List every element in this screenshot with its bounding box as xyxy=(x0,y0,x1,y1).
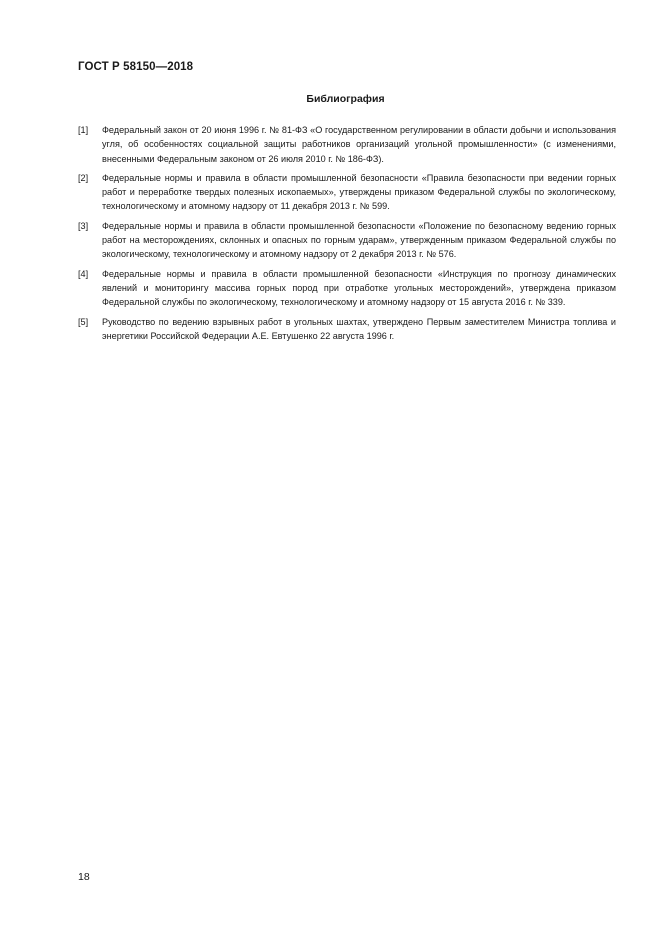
bibliography-item xyxy=(78,267,616,310)
document-code: ГОСТ Р 58150—2018 xyxy=(78,61,194,73)
bibliography-item-text: Руководство по ведению взрывных работ в угольных шахтах, утверждено Первым заместителем Министра топлива и энергетики Российской Федерации А.Е. Евтушенко 22 августа 1996 г. xyxy=(102,316,616,341)
bibliography-item xyxy=(78,171,616,214)
bibliography-item-number: [2] xyxy=(78,172,89,183)
bibliography-item-text: Федеральные нормы и правила в области промышленной безопасности «Правила безопасности при ведении горных работ и переработке твердых полезных ископаемых», утверждены приказом Федеральной службы по экологическому, технологическому и атомному надзору от 11 декабря 2013 г. № 599. xyxy=(102,172,616,212)
bibliography-item xyxy=(78,123,616,166)
bibliography-item-number: [3] xyxy=(78,220,89,231)
bibliography-item-number: [5] xyxy=(78,316,89,327)
bibliography-item-number: [4] xyxy=(78,268,89,279)
bibliography-item-number: [1] xyxy=(78,125,89,135)
bibliography-item xyxy=(78,219,616,262)
bibliography-item xyxy=(78,315,616,344)
bibliography-title: Библиография xyxy=(306,93,385,105)
bibliography-item-text: Федеральные нормы и правила в области промышленной безопасности «Инструкция по прогнозу динамических явлений и мониторингу массива горных пород при отработке угольных месторождений», утверждена приказом Федеральной службы по экологическому, технологическому и атомному надзору от 15 августа 2016 г. № 339. xyxy=(102,268,616,308)
bibliography-list xyxy=(78,123,616,348)
bibliography-item-text: Федеральные нормы и правила в области промышленной безопасности «Положение по безопасному ведению горных работ на месторождениях, склонных и опасных по горным ударам», утвержденным приказом Федеральной службы по экологическому, технологическому и атомному надзору от 2 декабря 2013 г. № 576. xyxy=(102,220,616,260)
bibliography-item-text: Федеральный закон от 20 июня 1996 г. № 81-ФЗ «О государственном регулировании в области добычи и использования угля, об особенностях социальной защиты работников организаций угольной промышленности» (с изменениями, внесенными Федеральным законом от 26 июля 2010 г. № 186-ФЗ). xyxy=(102,125,616,164)
page-number: 18 xyxy=(78,871,90,883)
